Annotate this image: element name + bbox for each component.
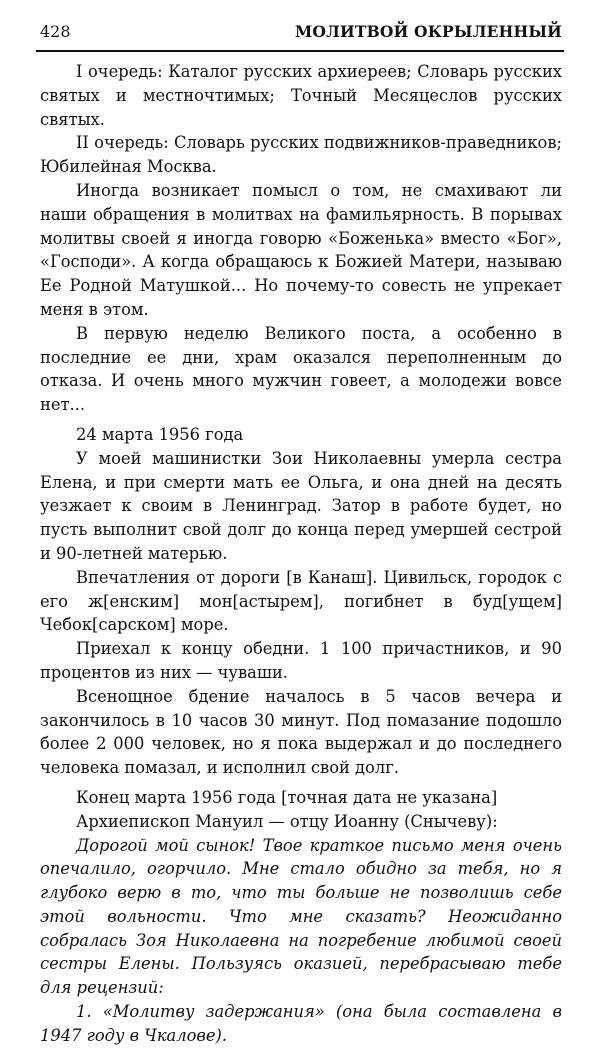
- letter-item-1: 1. «Молитву задержания» (она была составлена в 1947 году в Чкалове).: [40, 1002, 562, 1045]
- paragraph-typist: У моей машинистки Зои Николаевны умерла сестра Елена, и при смерти мать ее Ольга, и она дней на десять уезжает к своим в Ленинград. Затор в работе будет, но пусть выполнит свой долг до конца перед умершей сестрой и 90-летней матерью.: [40, 448, 562, 563]
- date-heading: 24 марта 1956 года: [76, 424, 244, 444]
- paragraph-road: Впечатления от дороги [в Канаш]. Цивильск, городок с его ж[енским] мон[астырем], погибнет в буд[ущем] Чебок[сарском] море.: [40, 567, 562, 635]
- page-header: [36, 14, 564, 44]
- paragraph-liturgy: Приехал к концу обедни. 1 100 причастников, и 90 процентов из них — чуваши.: [40, 639, 562, 682]
- paragraph-vigil: Всенощное бдение началось в 5 часов вечера и закончилось в 10 часов 30 минут. Под помазание подошло более 2 000 человек, но я пока выдержал и до последнего человека помазал, и исполнил свой долг.: [40, 686, 562, 778]
- paragraph-lent: В первую неделю Великого поста, а особенно в последние ее дни, храм оказался переполненным до отказа. И очень много мужчин говеет, а молодежи вовсе нет...: [40, 323, 562, 415]
- page-number: 428: [40, 22, 71, 41]
- date-heading-end-march: Конец марта 1956 года [точная дата не указана]: [76, 787, 498, 807]
- paragraph-second-queue: II очередь: Словарь русских подвижников-праведников; Юбилейная Москва.: [40, 133, 562, 177]
- running-title: МОЛИТВОЙ ОКРЫЛЕННЫЙ: [295, 22, 562, 41]
- paragraph-familiarity: Иногда возникает помысл о том, не смахивают ли наши обращения в молитвах на фамильярность. В порывах молитвы своей я иногда говорю «Боженька» вместо «Бог», «Господи». А когда обращаюсь к Божией Матери, называю Ее Родной Матушкой... Но почему-то совесть не упрекает меня в этом.: [40, 180, 562, 319]
- page-body: [40, 60, 562, 1048]
- header-rule: [36, 50, 564, 52]
- letter-address: Архиепископ Мануил — отцу Иоанну (Снычеву):: [76, 811, 498, 831]
- letter-body: Дорогой мой сынок! Твое краткое письмо меня очень опечалило, огорчило. Мне стало обидно за тебя, но я глубоко верю в то, что ты больше не позволишь себе этой вольности. Что мне сказать? Неожиданно собралась Зоя Николаевна на погребение любимой своей сестры Елены. Пользуясь оказией, перебрасываю тебе для рецензий:: [40, 835, 562, 998]
- paragraph-first-queue: I очередь: Каталог русских архиереев; Словарь русских святых и местночтимых; Точный Месяцеслов русских святых.: [40, 62, 562, 129]
